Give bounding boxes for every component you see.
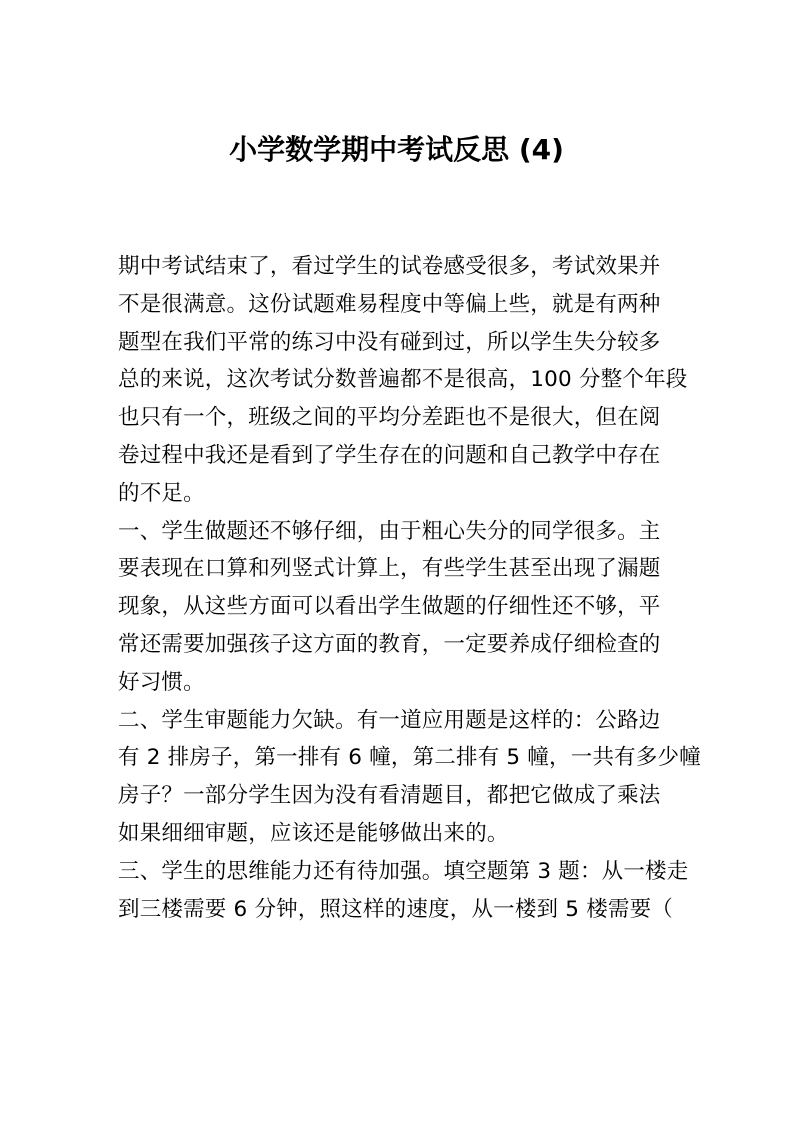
paragraph-line: 卷过程中我还是看到了学生存在的问题和自己教学中存在 xyxy=(118,442,661,468)
paragraph-line: 总的来说，这次考试分数普遍都不是很高，100 分整个年段 xyxy=(118,367,688,393)
section-two-line: 二、学生审题能力欠缺。有一道应用题是这样的：公路边 xyxy=(118,707,661,733)
section-two-line: 如果细细审题，应该还是能够做出来的。 xyxy=(118,820,509,846)
section-one-line: 常还需要加强孩子这方面的教育，一定要养成仔细检查的 xyxy=(118,631,661,657)
paragraph-line: 的不足。 xyxy=(118,480,205,506)
section-three-line: 到三楼需要 6 分钟，照这样的速度，从一楼到 5 楼需要（ xyxy=(118,896,673,922)
section-two-line: 有 2 排房子，第一排有 6 幢，第二排有 5 幢，一共有多少幢 xyxy=(118,745,701,771)
section-two-line: 房子？一部分学生因为没有看清题目，都把它做成了乘法 xyxy=(118,783,661,809)
paragraph-line: 期中考试结束了，看过学生的试卷感受很多，考试效果并 xyxy=(118,254,661,279)
paragraph-line: 也只有一个，班级之间的平均分差距也不是很大，但在阅 xyxy=(118,405,661,431)
section-one-line: 现象，从这些方面可以看出学生做题的仔细性还不够，平 xyxy=(118,594,661,620)
section-one-line: 好习惯。 xyxy=(118,669,205,695)
document-title: 小学数学期中考试反思 (4) xyxy=(229,133,564,166)
paragraph-line: 题型在我们平常的练习中没有碰到过，所以学生失分较多 xyxy=(118,329,661,355)
section-one-line: 要表现在口算和列竖式计算上，有些学生甚至出现了漏题 xyxy=(118,556,661,582)
document-body xyxy=(118,248,701,928)
section-one-line: 一、学生做题还不够仔细，由于粗心失分的同学很多。主 xyxy=(118,518,661,544)
paragraph-line: 不是很满意。这份试题难易程度中等偏上些，就是有两种 xyxy=(118,291,661,317)
section-three-line: 三、学生的思维能力还有待加强。填空题第 3 题：从一楼走 xyxy=(118,858,689,884)
